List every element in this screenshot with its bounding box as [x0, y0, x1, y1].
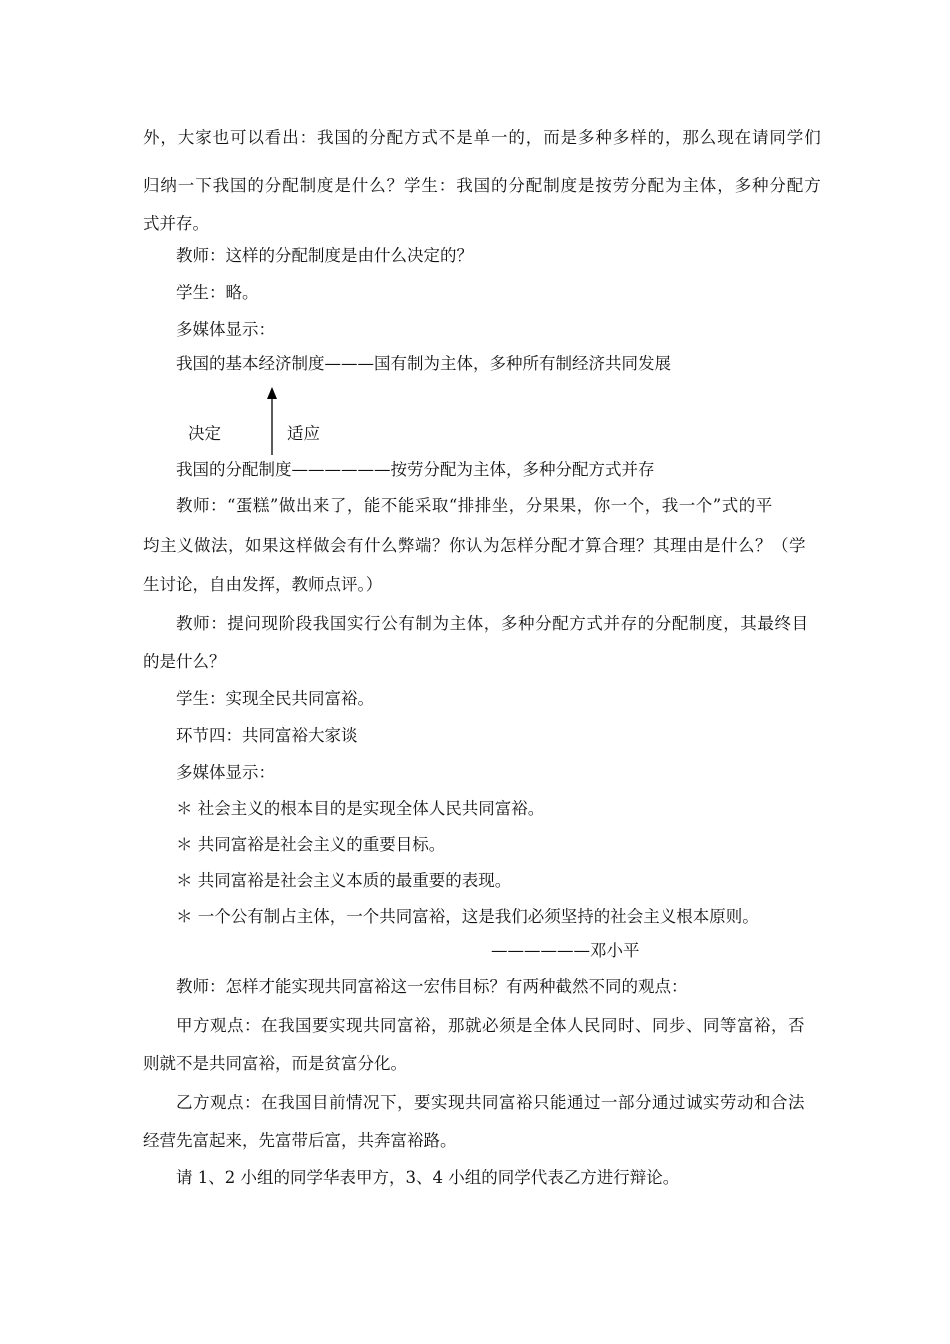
multimedia-heading: 多媒体显示：: [176, 763, 275, 782]
section-heading: 环节四：共同富裕大家谈: [176, 726, 358, 745]
teacher-question: 教师：提问现阶段我国实行公有制为主体，多种分配方式并存的分配制度，其最终目: [176, 614, 809, 633]
paragraph-line: 经营先富起来，先富带后富，共奔富裕路。: [143, 1131, 457, 1150]
student-answer: 学生：实现全民共同富裕。: [176, 689, 374, 708]
teacher-question: 教师：“蛋糕”做出来了，能不能采取“排排坐，分果果，你一个，我一个”式的平: [176, 496, 773, 515]
teacher-question: 教师：这样的分配制度是由什么决定的？: [176, 246, 473, 265]
diagram-top-text: 我国的基本经济制度———国有制为主体，多种所有制经济共同发展: [176, 354, 671, 373]
student-answer: 学生：略。: [176, 283, 259, 302]
paragraph-line: 外，大家也可以看出：我国的分配方式不是单一的，而是多种多样的，那么现在请同学们: [143, 128, 822, 147]
bullet-item: ＊ 共同富裕是社会主义本质的最重要的表现。: [176, 871, 512, 890]
teacher-question: 教师：怎样才能实现共同富裕这一宏伟目标？有两种截然不同的观点：: [176, 977, 688, 996]
debate-instruction: 请 1、2 小组的同学华表甲方，3、4 小组的同学代表乙方进行辩论。: [176, 1168, 680, 1187]
diagram-bottom-text: 我国的分配制度——————按劳分配为主体，多种分配方式并存: [176, 460, 655, 479]
paragraph-line: 式并存。: [143, 214, 209, 233]
viewpoint-a: 甲方观点：在我国要实现共同富裕，那就必须是全体人民同时、同步、同等富裕，否: [176, 1016, 805, 1035]
up-arrow-icon: [266, 387, 278, 455]
paragraph-line: 则就不是共同富裕，而是贫富分化。: [143, 1054, 407, 1073]
diagram-label-adapt: 适应: [287, 424, 320, 443]
paragraph-line: 归纳一下我国的分配制度是什么？学生：我国的分配制度是按劳分配为主体，多种分配方: [143, 176, 822, 195]
paragraph-line: 的是什么？: [143, 652, 226, 671]
multimedia-heading: 多媒体显示：: [176, 320, 275, 339]
viewpoint-b: 乙方观点：在我国目前情况下，要实现共同富裕只能通过一部分通过诚实劳动和合法: [176, 1093, 805, 1112]
paragraph-line: 生讨论，自由发挥，教师点评。）: [143, 575, 383, 594]
quote-attribution: ——————邓小平: [491, 941, 640, 960]
bullet-item: ＊ 共同富裕是社会主义的重要目标。: [176, 835, 446, 854]
bullet-item: ＊ 社会主义的根本目的是实现全体人民共同富裕。: [176, 799, 545, 818]
diagram-label-decide: 决定: [188, 424, 221, 443]
paragraph-line: 均主义做法，如果这样做会有什么弊端？你认为怎样分配才算合理？其理由是什么？（学: [143, 536, 806, 555]
bullet-item: ＊ 一个公有制占主体，一个共同富裕，这是我们必须坚持的社会主义根本原则。: [176, 907, 759, 926]
